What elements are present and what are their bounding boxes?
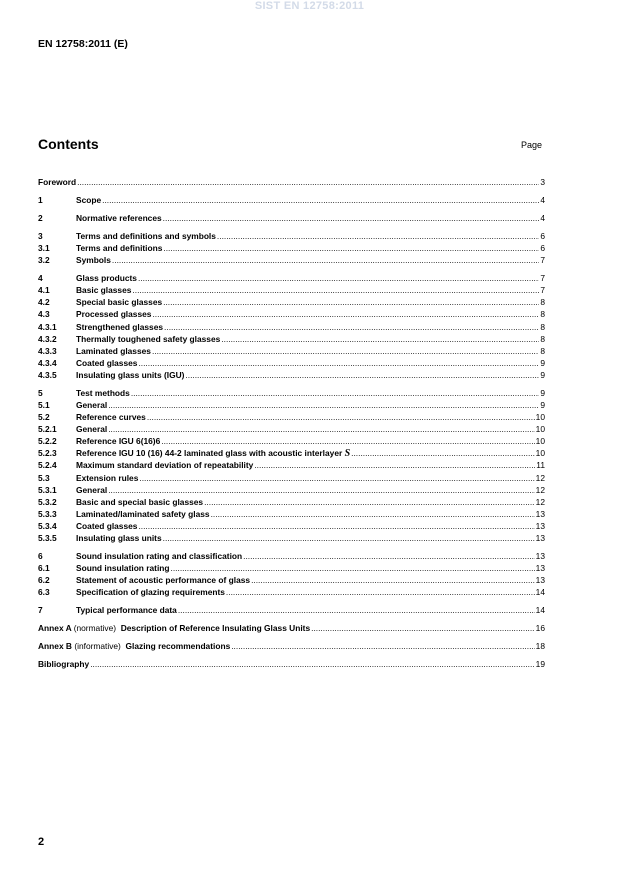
toc-entry-page: 13 [535,532,545,543]
toc-entry[interactable] [38,574,545,586]
toc-entry-title: Typical performance data [76,605,177,616]
toc-entry[interactable] [38,272,545,284]
toc-entry-title: Scope [76,194,102,205]
toc-entry-page: 9 [540,387,545,398]
watermark: SIST EN 12758:2011 [254,0,365,12]
toc-entry-page: 4 [540,212,545,223]
toc-entry-title: Terms and definitions and symbols [76,230,216,241]
toc-entry[interactable] [38,399,545,411]
toc-leader-dots [185,369,539,381]
toc-leader-dots [163,242,539,254]
toc-entry-title: Coated glasses [76,357,138,368]
toc-entry[interactable] [38,640,545,652]
toc-entry[interactable] [38,447,545,459]
toc-entry-page: 14 [535,587,545,598]
toc-entry-title: General [76,424,108,435]
toc-entry[interactable] [38,194,545,206]
document-id: EN 12758:2011 (E) [38,38,128,50]
toc-entry-title: General [76,484,108,495]
toc-entry-number: 5.3.4 [38,520,57,531]
toc-entry-number: 4.2 [38,297,50,308]
toc-entry-page: 9 [540,399,545,410]
toc-entry[interactable] [38,496,545,508]
toc-entry-title: Basic glasses [76,285,132,296]
toc-entry-page: 8 [540,345,545,356]
toc-entry-number: 5.2.4 [38,460,57,471]
toc-entry-title: Insulating glass units [76,532,162,543]
toc-entry-number: 5.3.3 [38,508,57,519]
toc-leader-dots [204,496,535,508]
toc-entry[interactable] [38,284,545,296]
contents-heading: Contents [38,136,99,152]
toc-entry-page: 16 [535,623,545,634]
toc-entry-number: 6.3 [38,587,50,598]
toc-entry[interactable] [38,357,545,369]
toc-entry-number: 5.2.2 [38,436,57,447]
toc-entry-number: 6 [38,550,43,561]
toc-leader-dots [90,658,534,670]
toc-entry-page: 13 [535,508,545,519]
table-of-contents [38,176,545,670]
toc-entry-number: 4.3.1 [38,321,57,332]
toc-entry-page: 7 [540,285,545,296]
toc-leader-dots [351,447,535,459]
toc-entry-number: 5.3.2 [38,496,57,507]
toc-entry[interactable] [38,459,545,471]
toc-leader-dots [226,586,535,598]
toc-entry[interactable] [38,658,545,670]
toc-leader-dots [152,345,539,357]
toc-entry-page: 13 [535,575,545,586]
toc-entry-page: 10 [535,424,545,435]
toc-entry-title: Insulating glass units (IGU) [76,369,185,380]
toc-entry-page: 9 [540,357,545,368]
toc-entry-title: Processed glasses [76,309,152,320]
toc-entry-title: Reference IGU 6(16)6 [76,436,161,447]
toc-entry[interactable] [38,520,545,532]
toc-entry[interactable] [38,532,545,544]
toc-entry-number: 5 [38,387,43,398]
toc-entry-page: 13 [535,520,545,531]
toc-entry-number: 4.3.4 [38,357,57,368]
toc-entry-number: 5.3.1 [38,484,57,495]
toc-leader-dots [164,321,539,333]
toc-entry-page: 10 [535,412,545,423]
toc-leader-dots [161,435,534,447]
toc-entry-symbol: S [344,448,351,460]
toc-leader-dots [171,562,535,574]
toc-entry-number: 2 [38,212,43,223]
toc-entry[interactable] [38,176,545,188]
toc-entry[interactable] [38,212,545,224]
toc-entry[interactable] [38,472,545,484]
toc-leader-dots [139,472,534,484]
toc-entry-page: 6 [540,243,545,254]
toc-leader-dots [211,508,535,520]
toc-entry-title: Special basic glasses [76,297,163,308]
toc-entry-title: Foreword [38,177,77,187]
toc-entry-number: 5.2.3 [38,448,57,459]
toc-entry-annex-title: Glazing recommendations [120,641,231,652]
toc-entry[interactable] [38,242,545,254]
toc-entry-number: 5.3.5 [38,532,57,543]
toc-entry-title: Test methods [76,387,130,398]
toc-entry-number: 5.3 [38,472,50,483]
toc-entry-annex-type: (normative) [73,623,117,634]
toc-entry-page: 13 [535,563,545,574]
toc-entry-number: 4.3.3 [38,345,57,356]
toc-entry-title: Symbols [76,255,111,266]
toc-entry-number: 7 [38,605,43,616]
toc-entry[interactable] [38,423,545,435]
toc-leader-dots [231,640,534,652]
page-column-label: Page [521,140,543,150]
toc-leader-dots [163,532,535,544]
toc-entry[interactable] [38,387,545,399]
toc-entry-title: Annex B (informative) Glazing recommendations [38,641,231,652]
toc-entry-page: 18 [535,641,545,652]
toc-leader-dots [221,333,539,345]
toc-entry-title: Coated glasses [76,520,138,531]
toc-leader-dots [163,296,539,308]
toc-entry-title: Strengthened glasses [76,321,164,332]
toc-entry-page: 9 [540,369,545,380]
toc-entry-page: 12 [535,472,545,483]
toc-entry[interactable] [38,622,545,634]
toc-entry-page: 4 [540,194,545,205]
toc-entry-title: Glass products [76,273,137,284]
toc-entry-number: 4.3.2 [38,333,57,344]
toc-leader-dots [77,176,539,188]
toc-entry-page: 8 [540,309,545,320]
toc-entry-page: 7 [540,273,545,284]
toc-entry-number: 4.3.5 [38,369,57,380]
toc-entry[interactable] [38,369,545,381]
toc-entry-page: 8 [540,321,545,332]
toc-entry[interactable] [38,308,545,320]
toc-entry-page: 14 [535,605,545,616]
toc-leader-dots [138,357,539,369]
toc-entry-title: Bibliography [38,659,90,670]
toc-entry-title: Sound insulation rating and classification [76,550,243,561]
toc-entry-title: Thermally toughened safety glasses [76,333,221,344]
toc-entry-page: 10 [535,448,545,459]
toc-entry-title: Maximum standard deviation of repeatability [76,460,254,471]
toc-entry[interactable] [38,254,545,266]
toc-entry-page: 11 [536,460,545,471]
toc-entry-page: 6 [540,230,545,241]
toc-leader-dots [217,230,539,242]
toc-entry-page: 8 [540,297,545,308]
toc-leader-dots [243,550,535,562]
toc-entry-title: Statement of acoustic performance of glass [76,575,251,586]
toc-entry[interactable] [38,411,545,423]
toc-leader-dots [112,254,539,266]
toc-leader-dots [138,272,539,284]
toc-entry-title: Extension rules [76,472,139,483]
toc-entry-title: Laminated glasses [76,345,151,356]
toc-entry-title: Annex A (normative) Description of Reference Insulating Glass Units [38,623,311,634]
toc-entry[interactable] [38,435,545,447]
toc-leader-dots [138,520,534,532]
toc-entry-number: 1 [38,194,43,205]
toc-entry[interactable] [38,321,545,333]
toc-leader-dots [251,574,535,586]
toc-entry[interactable] [38,508,545,520]
toc-entry[interactable] [38,550,545,562]
toc-leader-dots [147,411,535,423]
toc-entry[interactable] [38,296,545,308]
toc-entry-title: Terms and definitions [76,243,163,254]
toc-entry-title: Specification of glazing requirements [76,587,225,598]
toc-entry-number: 5.1 [38,399,50,410]
toc-entry-title: Basic and special basic glasses [76,496,204,507]
toc-entry-title: Sound insulation rating [76,563,170,574]
toc-entry-number: 4.3 [38,309,50,320]
toc-entry[interactable] [38,562,545,574]
toc-entry-title: Laminated/laminated safety glass [76,508,210,519]
toc-leader-dots [163,212,540,224]
toc-leader-dots [108,423,534,435]
toc-entry-number: 6.2 [38,575,50,586]
toc-leader-dots [311,622,535,634]
toc-entry-page: 19 [535,659,545,670]
toc-entry-page: 10 [535,436,545,447]
toc-leader-dots [108,399,539,411]
toc-entry-number: 4.1 [38,285,50,296]
toc-entry-title: Normative references [76,212,162,223]
toc-entry[interactable] [38,604,545,616]
toc-leader-dots [131,387,540,399]
toc-entry-number: 6.1 [38,563,50,574]
toc-entry-number: 5.2 [38,412,50,423]
toc-entry-title: Reference IGU 10 (16) 44-2 laminated glass with acoustic interlayer S [76,448,351,460]
toc-entry-title: Reference curves [76,412,146,423]
toc-leader-dots [102,194,539,206]
toc-entry-number: 3 [38,230,43,241]
toc-entry-annex-title: Description of Reference Insulating Glass Units [116,623,311,634]
toc-entry-annex-type: (informative) [74,641,121,652]
page-number: 2 [38,836,45,848]
toc-leader-dots [108,484,534,496]
toc-entry[interactable] [38,345,545,357]
toc-entry[interactable] [38,333,545,345]
toc-entry-page: 7 [540,255,545,266]
toc-entry-number: 4 [38,273,43,284]
toc-entry-page: 12 [535,496,545,507]
toc-leader-dots [178,604,535,616]
toc-entry-page: 13 [535,550,545,561]
toc-entry-number: 5.2.1 [38,424,57,435]
toc-entry-page: 3 [540,177,545,187]
toc-entry-page: 8 [540,333,545,344]
toc-entry-page: 12 [535,484,545,495]
toc-entry-number: 3.1 [38,243,50,254]
toc-entry[interactable] [38,484,545,496]
toc-entry-number: 3.2 [38,255,50,266]
toc-leader-dots [152,308,539,320]
toc-entry-title: General [76,399,108,410]
toc-entry[interactable] [38,230,545,242]
toc-entry[interactable] [38,586,545,598]
toc-leader-dots [254,459,535,471]
toc-leader-dots [132,284,539,296]
